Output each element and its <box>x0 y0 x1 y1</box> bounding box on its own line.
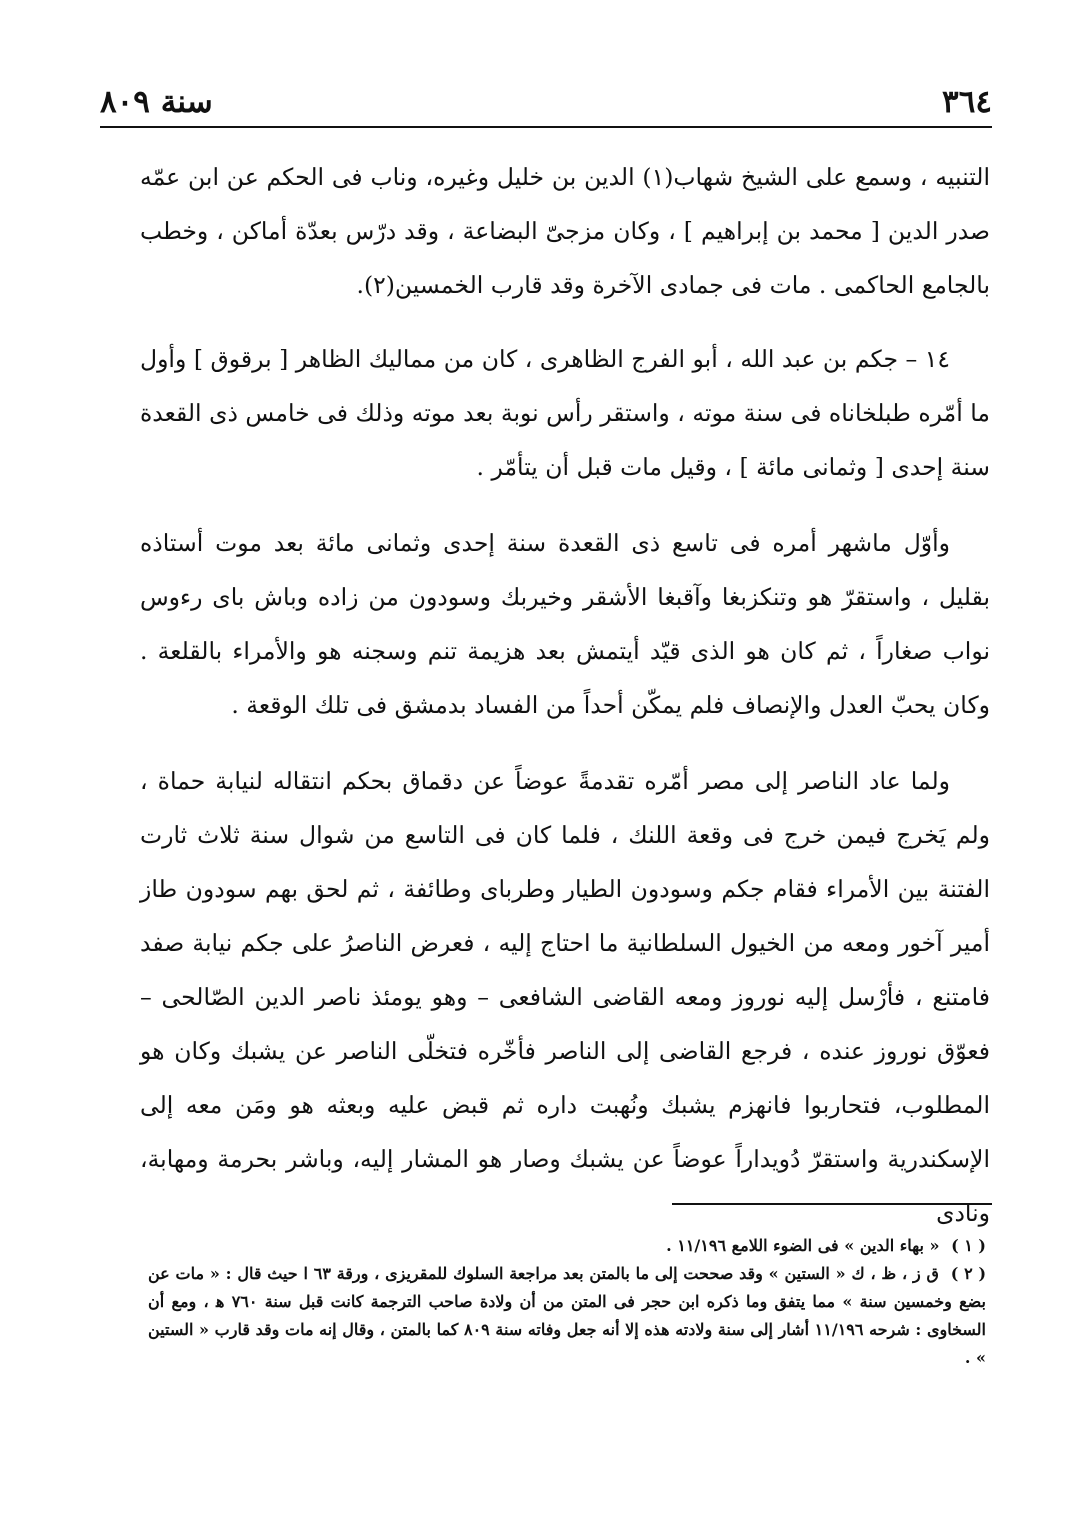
footnote-1 <box>148 1232 986 1260</box>
paragraph-4: ولما عاد الناصر إلى مصر أمّره تقدمةً عوضاً عن دقماق بحكم انتقاله لنيابة حماة ، ولم يَخرج فيمن خرج فى وقعة اللنك ، فلما كان فى التاسع من شوال سنة ثلاث ثارت الفتنة بين الأمراء فقام جكم وسودون الطيار وطرباى وطائفة ، ثم لحق بهم سودون طاز أمير آخور ومعه من الخيول السلطانية ما احتاج إليه ، فعرض الناصرُ على جكم نيابة صفد فامتنع ، فأرْسل إليه نوروز ومعه القاضى الشافعى – وهو يومئذ ناصر الدين الصّالحى – فعوّق نوروز عنده ، فرجع القاضى إلى الناصر فأخّره فتخلّى الناصر عن يشبك وكان هو المطلوب، فتحاربوا فانهزم يشبك ونُهبت داره ثم قبض عليه وبعثه هو ومَن معه إلى الإسكندرية واستقرّ دُويداراً عوضاً عن يشبك وصار هو المشار إليه، وباشر بحرمة ومهابة، ونادى <box>140 767 990 1227</box>
main-text <box>140 150 990 1262</box>
running-title: سنة ٨٠٩ <box>100 84 213 120</box>
footnote-2 <box>148 1260 986 1372</box>
footnote-number: ( ٢ ) <box>950 1264 987 1283</box>
paragraph-2-entry-14: ١٤ – جكم بن عبد الله ، أبو الفرج الظاهرى ، كان من مماليك الظاهر [ برقوق ] وأول ما أمّره طبلخاناه فى سنة موته ، واستقر رأس نوبة بعد موته وذلك فى خامس ذى القعدة سنة إحدى [ وثمانى مائة ] ، وقيل مات قبل أن يتأمّر . <box>140 345 990 481</box>
paragraph-1: التنبيه ، وسمع على الشيخ شهاب(١) الدين بن خليل وغيره، وناب فى الحكم عن ابن عمّه صدر الدين [ محمد بن إبراهيم ] ، وكان مزجىّ البضاعة ، وقد درّس بعدّة أماكن ، وخطب بالجامع الحاكمى . مات فى جمادى الآخرة وقد قارب الخمسين(٢). <box>140 163 990 299</box>
page-number: ٣٦٤ <box>942 84 992 120</box>
paragraph-3: وأوّل ماشهر أمره فى تاسع ذى القعدة سنة إحدى وثمانى مائة بعد موت أستاذه بقليل ، واستقرّ هو وتنكزبغا وآقبغا الأشقر وخيربك وسودون من زاده وباش باى رءوس نواب صغاراً ، ثم كان هو الذى قيّد أيتمش بعد هزيمة تنم وسجنه هو والأمراء بالقلعة . وكان يحبّ العدل والإنصاف فلم يمكّن أحداً من الفساد بدمشق فى تلك الوقعة . <box>140 529 990 719</box>
footnote-text: « بهاء الدين » فى الضوء اللامع ١١/١٩٦ . <box>666 1236 940 1255</box>
footnote-text: ق ز ، ظ ، ك « الستين » وقد صححت إلى ما بالمتن بعد مراجعة السلوك للمقريزى ، ورقة ٦٣ ا حيث قال : « مات عن بضع وخمسين سنة » مما يتفق وما ذكره ابن حجر فى المتن من أن ولادة صاحب الترجمة كانت قبل سنة ٧٦٠ ﻫ ، ومع أن السخاوى : شرحه ١١/١٩٦ أشار إلى سنة ولادته هذه إلا أنه جعل وفاته سنة ٨٠٩ كما بالمتن ، وقال إنه مات وقد قارب « الستين » . <box>148 1264 987 1367</box>
page-header <box>100 82 992 128</box>
footnote-separator <box>672 1203 992 1205</box>
footnote-number: ( ١ ) <box>951 1236 986 1255</box>
footnotes <box>148 1232 986 1372</box>
